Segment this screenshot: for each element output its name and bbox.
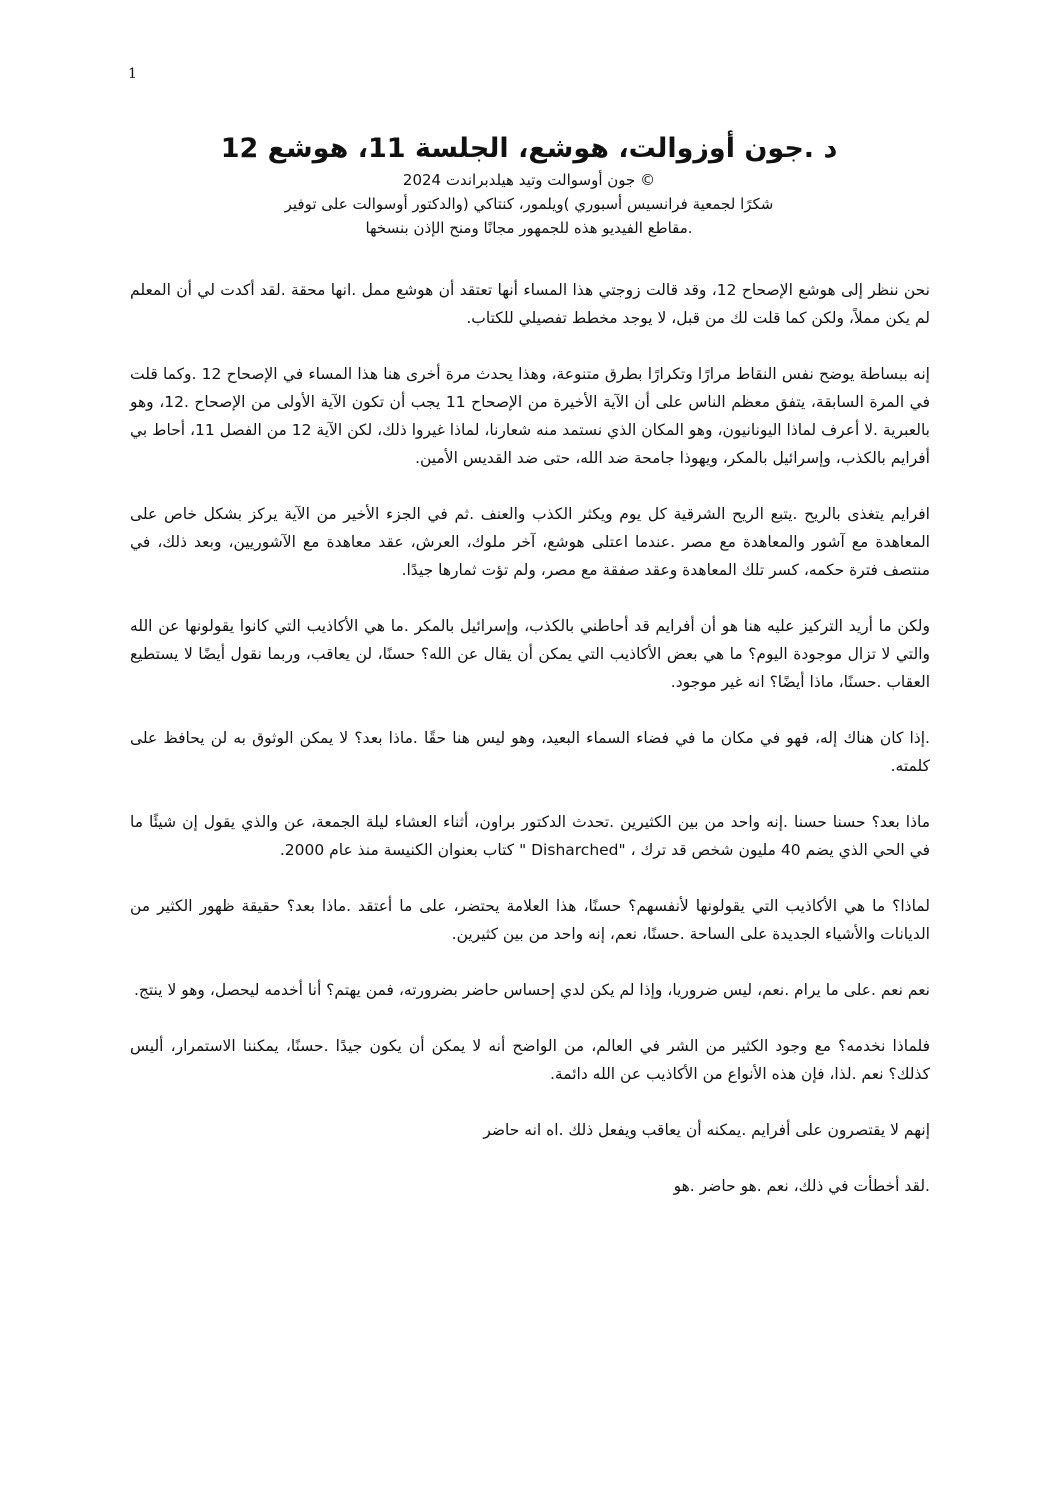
paragraph-2: إنه ببساطة يوضح نفس النقاط مرارًا وتكرارًا بطرق متنوعة، وهذا يحدث مرة أخرى هنا هذا المساء في الإصحاح 12 .وكما قلت في المرة السابقة، يتفق معظم الناس على أن الآية الأخيرة من الإصحاح 11 يجب أن تكون الآية الأولى من الإصحاح .12، وهو بالعبرية .لا أعرف لماذا اليونانيون، وهو المكان الذي نستمد منه شعارنا، لماذا غيروا ذلك، لكن الآية 12 من الفصل 11، أحاط بي أفرايم بالكذب، وإسرائيل بالمكر، ويهوذا جامحة ضد الله، حتى ضد القديس الأمين. [130, 365, 931, 467]
paragraph-1: نحن ننظر إلى هوشع الإصحاح 12، وقد قالت زوجتي هذا المساء أنها تعتقد أن هوشع ممل .انها محقة .لقد أكدت لي أن المعلم لم يكن مملاً، ولكن كما قلت لك من قبل، لا يوجد مخطط تفصيلي للكتاب. [130, 281, 930, 327]
copyright-line: © جون أوسوالت وتيد هيلدبراندت 2024 [402, 171, 656, 189]
paragraph-10: إنهم لا يقتصرون على أفرايم .يمكنه أن يعاقب ويفعل ذلك .اه انه حاضر [483, 1121, 930, 1139]
paragraph-4: ولكن ما أريد التركيز عليه هنا هو أن أفرايم قد أحاطني بالكذب، وإسرائيل بالمكر .ما هي الأكاذيب التي كانوا يقولونها عن الله والتي لا تزال موجودة اليوم؟ ما هي بعض الأكاذيب التي يمكن أن يقال عن الله؟ حسنًا، لن يعاقب، وربما نقول أيضًا لا يستطيع العقاب .حسنًا، ماذا أيضًا؟ انه غير موجود. [130, 617, 930, 691]
paragraph-5: .إذا كان هناك إله، فهو في مكان ما في فضاء السماء البعيد، وهو ليس هنا حقًا .ماذا بعد؟ لا يمكن الوثوق به لن يحافظ على كلمته. [130, 729, 930, 775]
paragraph-11: .لقد أخطأت في ذلك، نعم .هو حاضر .هو [673, 1177, 930, 1195]
paragraph-6: ماذا بعد؟ حسنا حسنا .إنه واحد من بين الكثيرين .تحدث الدكتور براون، أثناء العشاء ليلة الجمعة، عن والذي يقول إن شيئًا ما في الحي الذي يضم 40 مليون شخص قد ترك ، "Disharched " كتاب بعنوان الكنيسة منذ عام 2000. [130, 813, 930, 859]
document-title: د .جون أوزوالت، هوشع، الجلسة 11، هوشع 12 [220, 133, 838, 164]
paragraph-7: لماذا؟ ما هي الأكاذيب التي يقولونها لأنفسهم؟ حسنًا، هذا العلامة يحتضر، على ما أعتقد .ماذا بعد؟ حقيقة ظهور الكثير من الديانات والأشياء الجديدة على الساحة .حسنًا، نعم، إنه واحد من بين كثيرين. [130, 897, 930, 943]
paragraph-8: نعم نعم .على ما يرام .نعم، ليس ضروريا، وإذا لم يكن لدي إحساس حاضر بضرورته، فمن يهتم؟ أنا أخدمه ليحصل، وهو لا ينتج. [133, 981, 930, 999]
page-number: 1 [128, 66, 137, 82]
document-body [130, 276, 930, 1228]
paragraph-3: افرايم يتغذى بالريح .يتبع الريح الشرقية كل يوم ويكثر الكذب والعنف .ثم في الجزء الأخير من الآية يركز بشكل خاص على المعاهدة مع آشور والمعاهدة مع مصر .عندما اعتلى هوشع، آخر ملوك، العرش، عقد معاهدة مع الآشوريين، وبعد ذلك، في منتصف فترة حكمه، كسر تلك المعاهدة وعقد صفقة مع مصر، ولم تؤت ثمارها جيدًا. [130, 505, 930, 579]
thanks-line-2: .مقاطع الفيديو هذه للجمهور مجانًا ومنح الإذن بنسخها [365, 219, 693, 237]
paragraph-9: فلماذا نخدمه؟ مع وجود الكثير من الشر في العالم، من الواضح أنه لا يمكن أن يكون جيدًا .حسنًا، يمكننا الاستمرار، أليس كذلك؟ نعم .لذا، فإن هذه الأنواع من الأكاذيب عن الله دائمة. [130, 1037, 930, 1083]
thanks-line-1: شكرًا لجمعية فرانسيس أسبوري )ويلمور، كنتاكي (والدكتور أوسوالت على توفير [284, 195, 774, 213]
document-header [120, 130, 938, 240]
